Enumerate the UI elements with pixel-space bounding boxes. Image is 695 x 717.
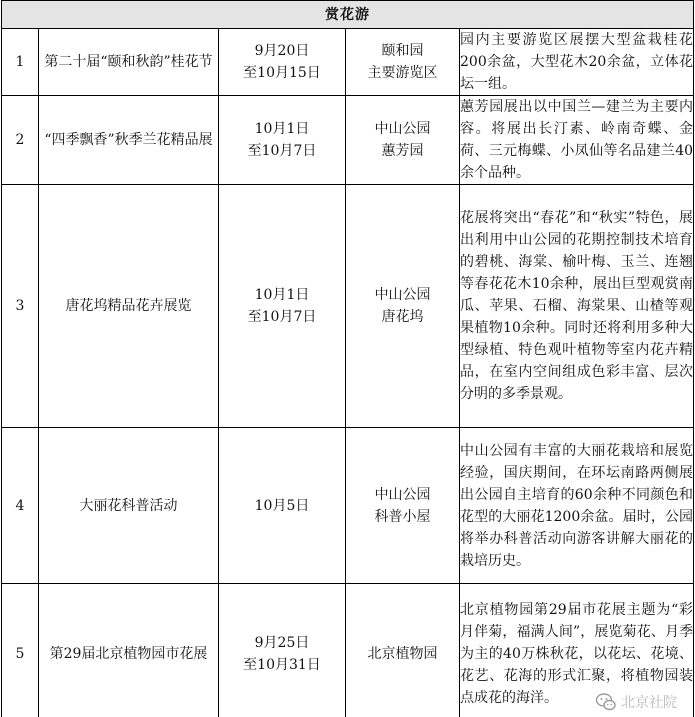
table-row bbox=[2, 185, 694, 428]
place-area: 唐花坞 bbox=[381, 309, 424, 325]
event-date bbox=[219, 428, 346, 584]
watermark-text: 北京社院 bbox=[621, 695, 677, 711]
event-date bbox=[219, 584, 346, 717]
date-end: 至10月31日 bbox=[243, 656, 321, 673]
row-index: 2 bbox=[2, 96, 39, 185]
event-name: 唐花坞精品花卉展览 bbox=[39, 185, 219, 428]
place-park: 颐和园 bbox=[381, 43, 424, 59]
table-row bbox=[2, 96, 694, 185]
date-start: 9月25日 bbox=[254, 634, 310, 651]
place-park: 中山公园 bbox=[374, 486, 431, 503]
event-date bbox=[219, 29, 346, 96]
place-park: 中山公园 bbox=[374, 287, 431, 303]
event-description: 蕙芳园展出以中国兰—建兰为主要内容。将展出长汀素、岭南奇蝶、金荷、三元梅蝶、小凤仙等名品建兰40余个品种。 bbox=[460, 96, 694, 185]
event-place bbox=[346, 29, 460, 96]
table-row bbox=[2, 584, 694, 717]
place-area: 主要游览区 bbox=[367, 65, 438, 81]
event-place bbox=[346, 185, 460, 428]
flower-events-table bbox=[1, 0, 694, 717]
event-description: 园内主要游览区展摆大型盆栽桂花200余盆，大型花木20余盆，立体花坛一组。 bbox=[460, 29, 694, 96]
event-name: 大丽花科普活动 bbox=[39, 428, 219, 584]
row-index: 4 bbox=[2, 428, 39, 584]
event-name: 第29届北京植物园市花展 bbox=[39, 584, 219, 717]
date-end: 至10月15日 bbox=[243, 65, 321, 81]
event-description: 中山公园有丰富的大丽花栽培和展览经验，国庆期间，在环坛南路两侧展出公园自主培育的60余种不同颜色和花型的大丽花1200余盆。届时，公园将举办科普活动向游客讲解大丽花的栽培历史。 bbox=[460, 428, 694, 584]
event-date bbox=[219, 96, 346, 185]
row-index: 3 bbox=[2, 185, 39, 428]
place-area: 科普小屋 bbox=[374, 508, 431, 525]
event-name: “四季飘香”秋季兰花精品展 bbox=[39, 96, 219, 185]
event-place bbox=[346, 584, 460, 717]
date-end: 至10月7日 bbox=[247, 143, 317, 159]
date-start: 9月20日 bbox=[254, 43, 310, 59]
date-end: 至10月7日 bbox=[247, 309, 317, 325]
table-row bbox=[2, 29, 694, 96]
event-place bbox=[346, 428, 460, 584]
event-description: 北京植物园第29届市花展主题为“彩月伴菊，福满人间”，展览菊花、月季为主的40万株秋花，以花坛、花境、花艺、花海的形式汇聚，将植物园装点成花的海洋。 bbox=[460, 584, 694, 717]
table-title-row bbox=[2, 1, 694, 29]
place-park: 北京植物园 bbox=[367, 645, 438, 662]
row-index: 1 bbox=[2, 29, 39, 96]
date-start: 10月1日 bbox=[254, 287, 310, 303]
date-start: 10月5日 bbox=[254, 497, 310, 514]
event-place bbox=[346, 96, 460, 185]
event-description: 花展将突出“春花”和“秋实”特色，展出利用中山公园的花期控制技术培育的碧桃、海棠、榆叶梅、玉兰、连翘等春花花木10余种，展出巨型观赏南瓜、苹果、石榴、海棠果、山楂等观果植物10余种。同时还将利用多种大型绿植、特色观叶植物等室内花卉精品，在室内空间组成色彩丰富、层次分明的多季景观。 bbox=[460, 185, 694, 428]
place-park: 中山公园 bbox=[374, 121, 431, 137]
date-start: 10月1日 bbox=[254, 121, 310, 137]
row-index: 5 bbox=[2, 584, 39, 717]
event-name: 第二十届“颐和秋韵”桂花节 bbox=[39, 29, 219, 96]
event-date bbox=[219, 185, 346, 428]
table-row bbox=[2, 428, 694, 584]
place-area: 蕙芳园 bbox=[381, 143, 424, 159]
table-title: 赏花游 bbox=[2, 1, 694, 29]
